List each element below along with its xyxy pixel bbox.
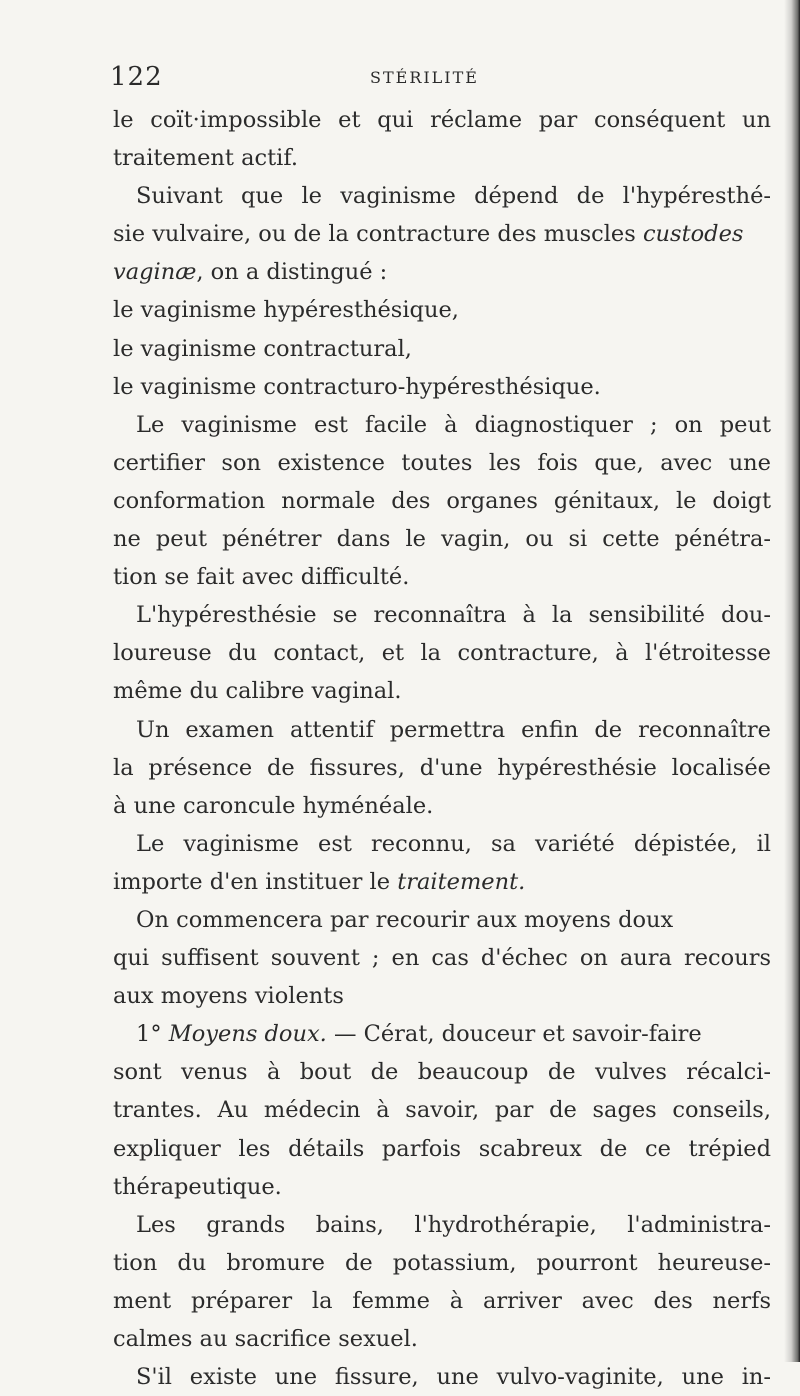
text-line: traitement actif. — [113, 145, 299, 172]
text-line: à une caroncule hyménéale. — [113, 792, 434, 819]
text-line: même du calibre vaginal. — [113, 678, 402, 705]
italic-heading: Moyens doux. — [168, 1021, 327, 1048]
text-line: qui suffisent souvent ; en cas d'échec on aura recours — [113, 945, 771, 972]
text-line: le vaginisme hypéresthésique, — [113, 297, 459, 324]
text-line: sont venus à bout de beaucoup de vulves récalci- — [113, 1059, 771, 1086]
text-line: le coït·impossible et qui réclame par conséquent un — [113, 107, 771, 133]
text-line: Un examen attentif permettra enfin de reconnaître — [136, 716, 771, 743]
text-line: Suivant que le vaginisme dépend de l'hypéresthé- — [136, 183, 771, 210]
italic-term: traitement. — [397, 868, 526, 895]
text-line — [113, 215, 773, 253]
text-span: sie vulvaire, ou de la contracture des muscles — [113, 221, 643, 248]
text-line: thérapeutique. — [113, 1173, 282, 1200]
text-span: , on a distingué : — [196, 259, 388, 286]
text-line: certifier son existence toutes les fois que, avec une — [113, 449, 771, 476]
text-span: — Cérat, douceur et savoir-faire — [326, 1021, 702, 1048]
text-line: la présence de fissures, d'une hypéresthésie localisée — [113, 754, 771, 781]
text-line: expliquer les détails parfois scabreux de ce trépied — [113, 1135, 771, 1162]
text-line: loureuse du contact, et la contracture, à l'étroitesse — [113, 640, 771, 667]
text-line — [113, 863, 773, 901]
text-line: L'hypéresthésie se reconnaîtra à la sensibilité dou- — [136, 602, 771, 629]
text-span: importe d'en instituer le — [113, 868, 398, 895]
text-line: On commencera par recourir aux moyens doux — [136, 906, 674, 933]
text-line: ment préparer la femme à arriver avec des nerfs — [113, 1287, 771, 1314]
text-line: ne peut pénétrer dans le vagin, ou si cette pénétra- — [113, 526, 771, 553]
italic-term: vaginæ — [113, 259, 197, 286]
text-line: tion du bromure de potassium, pourront heureuse- — [113, 1249, 771, 1276]
page-edge-shadow — [784, 0, 800, 1362]
text-line: Le vaginisme est facile à diagnostiquer ; on peut — [136, 411, 771, 438]
text-line: trantes. Au médecin à savoir, par de sages conseils, — [113, 1097, 771, 1124]
page-number: 122 — [110, 62, 163, 92]
text-line: tion se fait avec difficulté. — [113, 564, 410, 591]
text-line: S'il existe une fissure, une vulvo-vaginite, une in- — [136, 1364, 771, 1391]
text-line — [113, 253, 773, 291]
italic-term: custodes — [642, 221, 744, 248]
text-line: le vaginisme contractural, — [113, 335, 412, 362]
text-line: conformation normale des organes génitaux, le doigt — [113, 487, 771, 514]
text-line: Les grands bains, l'hydrothérapie, l'administra- — [136, 1211, 771, 1238]
text-line: calmes au sacrifice sexuel. — [113, 1326, 418, 1352]
text-line: Le vaginisme est reconnu, sa variété dépistée, il — [136, 830, 771, 857]
running-title: STÉRILITÉ — [370, 68, 479, 87]
text-line: aux moyens violents — [113, 983, 344, 1010]
body-text — [113, 101, 773, 1396]
text-line: le vaginisme contracturo-hypéresthésique. — [113, 373, 601, 400]
text-span: 1° — [136, 1021, 169, 1048]
text-line — [113, 1015, 773, 1053]
